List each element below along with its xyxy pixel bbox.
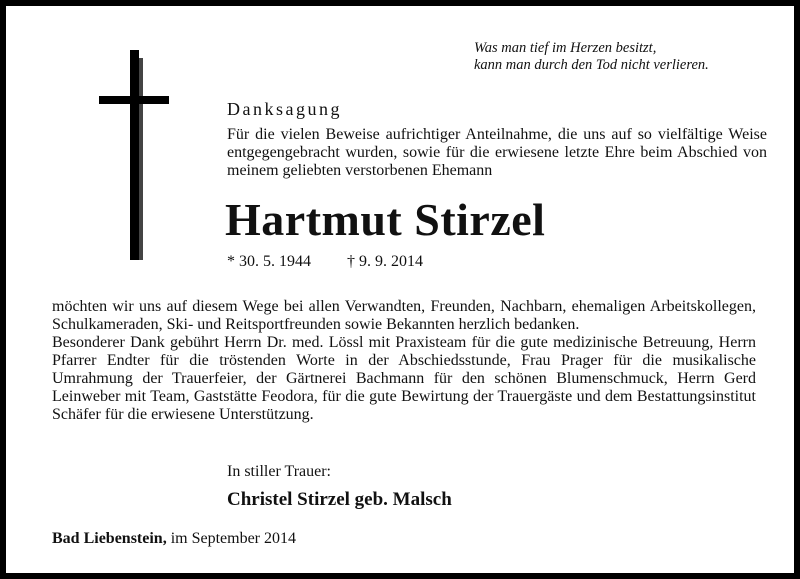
place-date: im September 2014 xyxy=(170,530,296,547)
thanks-paragraph-1: möchten wir uns auf diesem Wege bei allen Verwandten, Freunden, Nachbarn, ehemaligen Arbeitskollegen, Schulkameraden, Ski- und Reitsportfreunden sowie Bekannten herzlich bedanken. xyxy=(52,298,756,333)
deceased-name: Hartmut Stirzel xyxy=(225,194,546,245)
quote-line-1: Was man tief im Herzen besitzt, xyxy=(474,40,657,56)
cross-vertical-bar xyxy=(130,50,139,260)
thanks-paragraph-2: Besonderer Dank gebührt Herrn Dr. med. Lössl mit Praxisteam für die gute medizinische Betreuung, Herrn Pfarrer Endter für die tröstenden Worte in der Abschiedsstunde, Frau Prager für die musikalische Umrahmung der Trauerfeier, der Gärtnerei Bachmann für den schönen Blumenschmuck, Herrn Gerd Leinweber mit Team, Gaststätte Feodora, für die gute Bewirtung der Trauergäste und dem Bestattungsinstitut Schäfer für die erwiesene Unterstützung. xyxy=(52,334,756,423)
cross-horizontal-bar xyxy=(99,96,169,104)
quote-line-2: kann man durch den Tod nicht verlieren. xyxy=(474,57,709,73)
thanks-body xyxy=(52,298,756,424)
heading-danksagung: Danksagung xyxy=(227,99,342,119)
place-and-date xyxy=(52,530,296,548)
mourning-label: In stiller Trauer: xyxy=(227,463,331,480)
birth-date: * 30. 5. 1944 xyxy=(227,253,311,270)
epigraph-quote xyxy=(474,40,774,74)
intro-text: Für die vielen Beweise aufrichtiger Anteilnahme, die uns auf so vielfältige Weise entgegengebracht wurden, sowie für die erwiesene letzte Ehre beim Abschied von meinem geliebten verstorbenen Ehemann xyxy=(227,126,767,179)
place-city: Bad Liebenstein, xyxy=(52,530,167,547)
death-date: † 9. 9. 2014 xyxy=(347,253,423,270)
signer-name: Christel Stirzel geb. Malsch xyxy=(227,489,452,510)
cross-shadow xyxy=(139,58,143,260)
life-dates xyxy=(227,253,423,271)
